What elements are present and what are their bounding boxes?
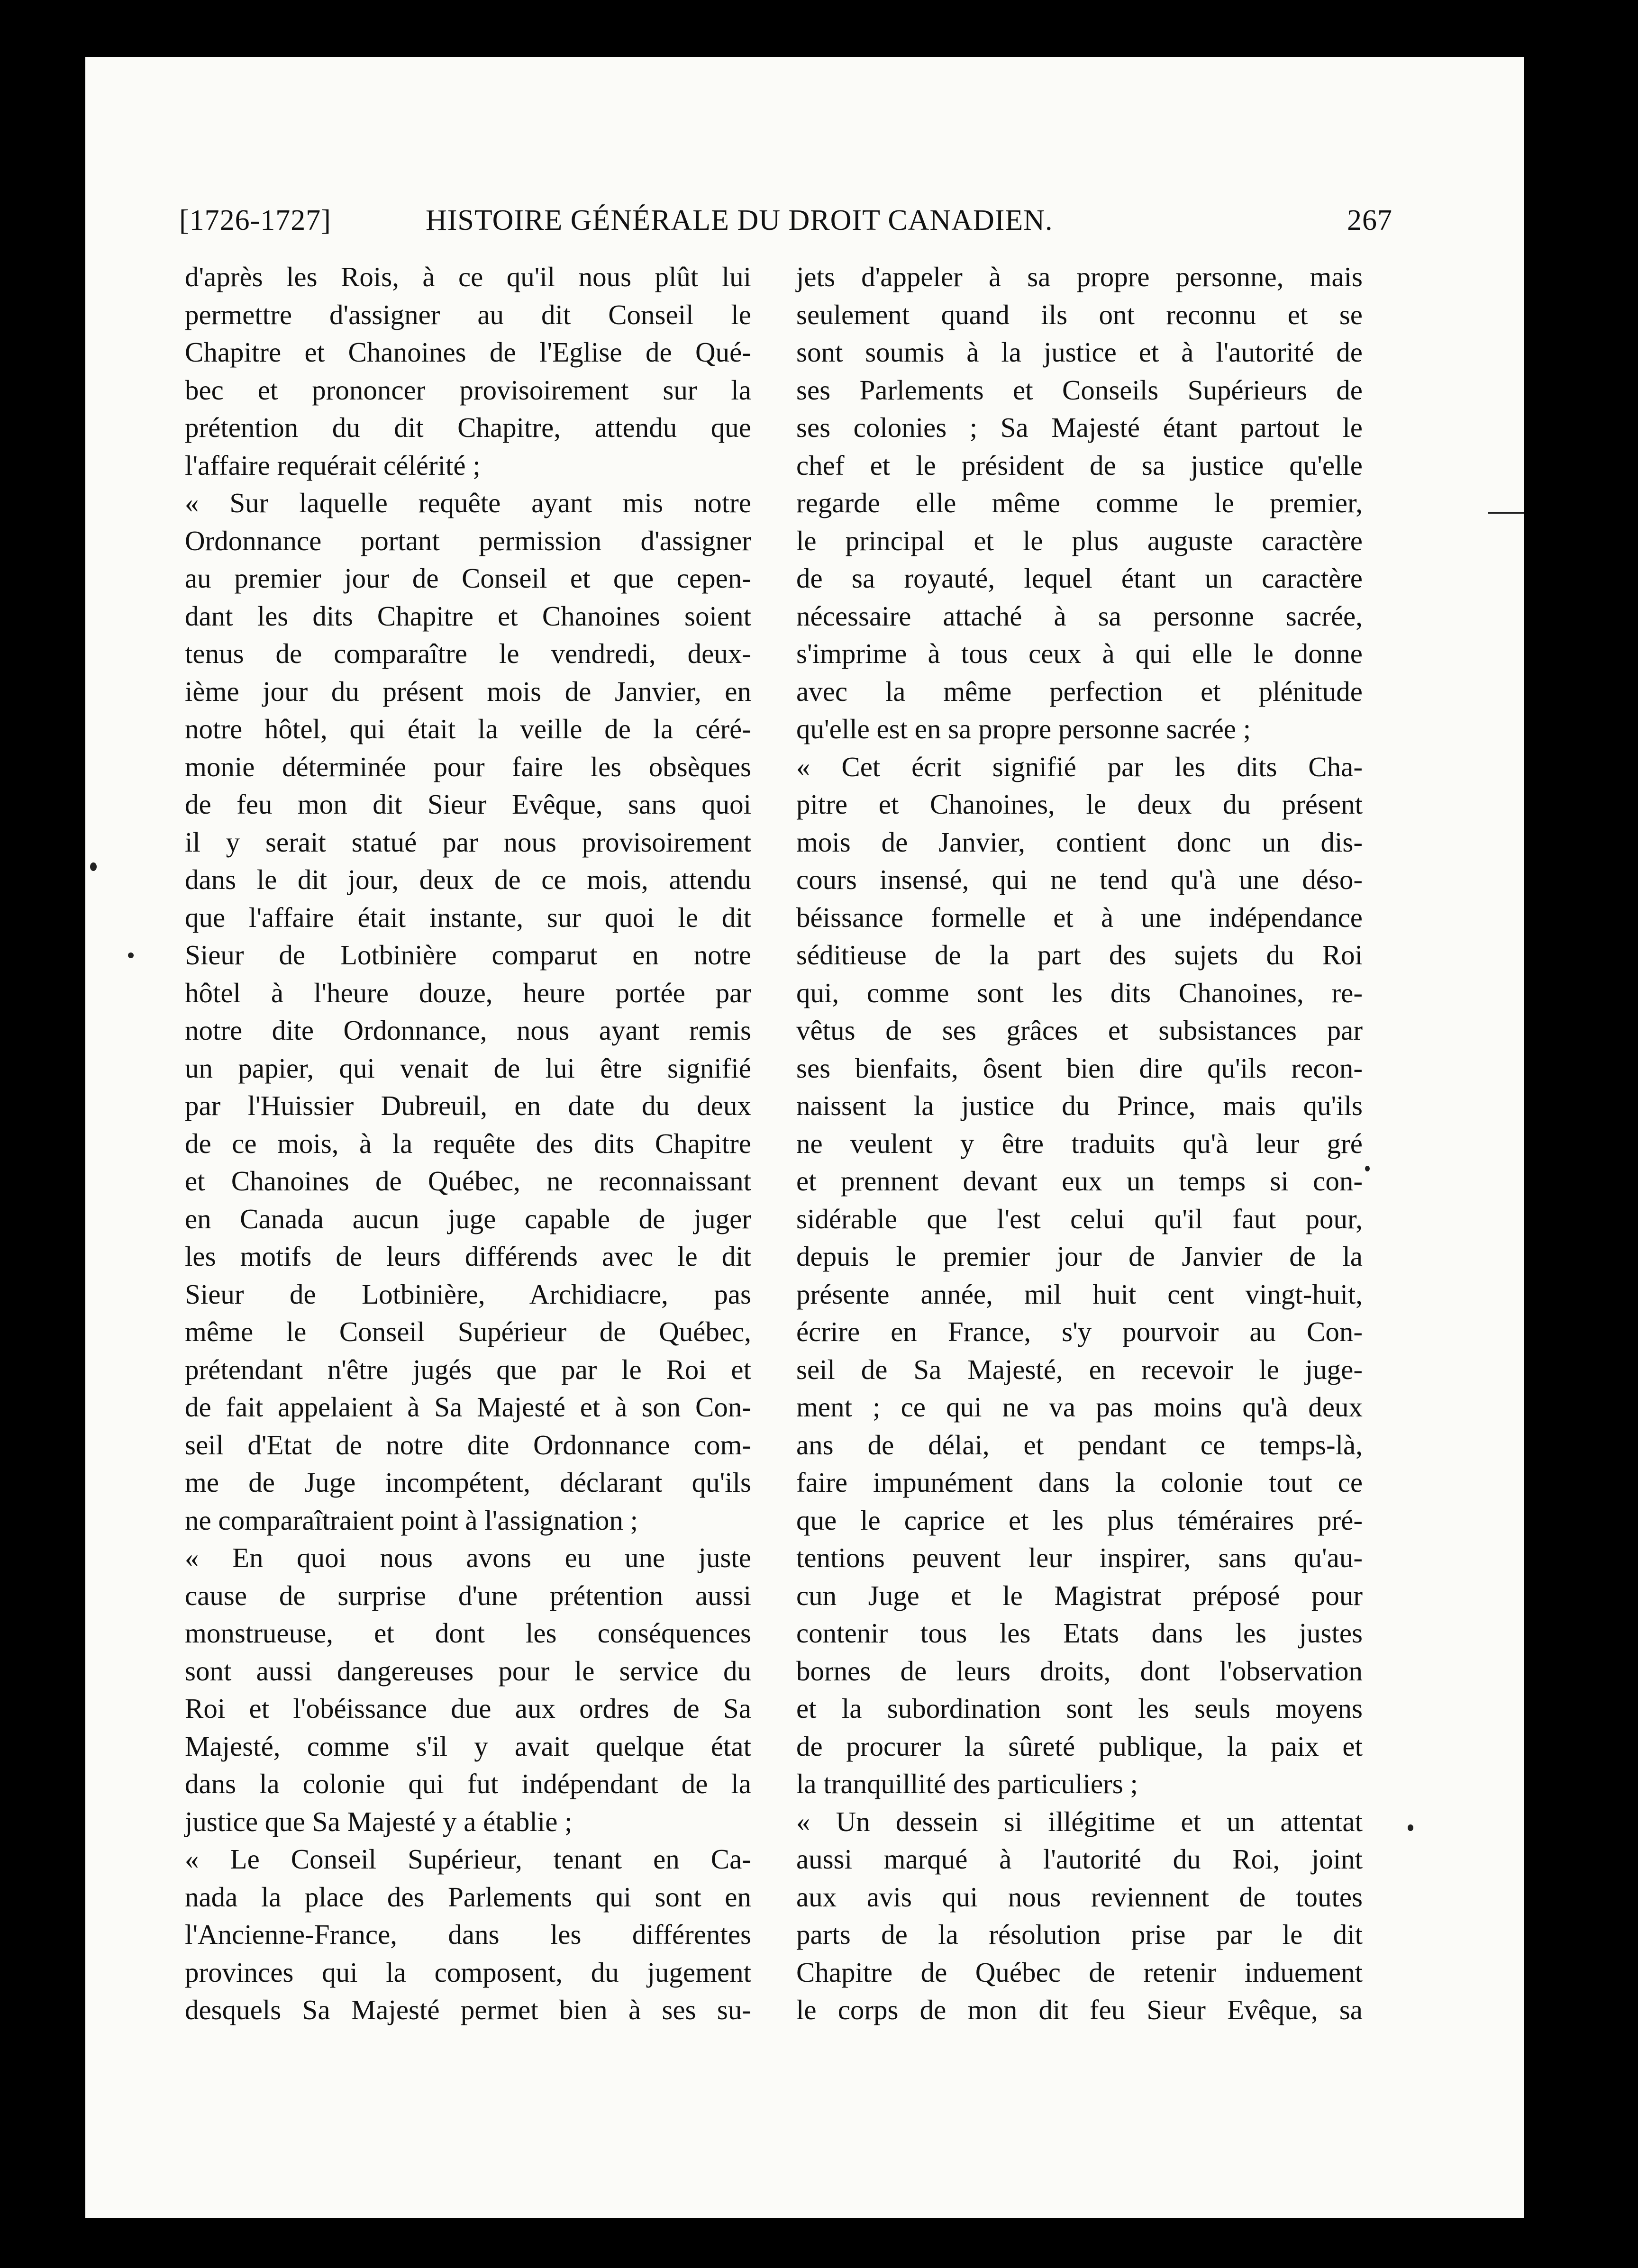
ink-speck	[1408, 1824, 1413, 1831]
text-line: et prennent devant eux un temps si con-	[796, 1165, 1363, 1197]
text-line: hôtel à l'heure douze, heure portée par	[185, 977, 751, 1008]
text-line: justice que Sa Majesté y a établie ;	[185, 1805, 573, 1837]
text-line: « Cet écrit signifié par les dits Cha-	[796, 751, 1363, 782]
text-line: par l'Huissier Dubreuil, en date du deux	[185, 1090, 751, 1121]
header-title: HISTOIRE GÉNÉRALE DU DROIT CANADIEN.	[426, 204, 1053, 236]
text-line: notre dite Ordonnance, nous ayant remis	[185, 1015, 751, 1046]
text-line: le corps de mon dit feu Sieur Evêque, sa	[796, 1994, 1363, 2025]
text-line: ses colonies ; Sa Majesté étant partout le	[796, 412, 1363, 443]
text-line: tenus de comparaître le vendredi, deux-	[185, 638, 751, 669]
text-line: dans le dit jour, deux de ce mois, attendu	[185, 864, 751, 895]
text-line: cun Juge et le Magistrat préposé pour	[796, 1579, 1363, 1611]
text-line: ne comparaîtraient point à l'assignation ;	[185, 1504, 638, 1536]
text-line: la tranquillité des particuliers ;	[796, 1768, 1138, 1799]
text-line: de procurer la sûreté publique, la paix et	[796, 1730, 1363, 1762]
text-line: mois de Janvier, contient donc un dis-	[796, 826, 1363, 858]
text-line: nada la place des Parlements qui sont en	[185, 1881, 751, 1913]
ink-speck	[90, 862, 97, 871]
text-line: ses bienfaits, ôsent bien dire qu'ils recon-	[796, 1052, 1363, 1084]
text-line: béissance formelle et à une indépendance	[796, 901, 1363, 933]
text-line: ses Parlements et Conseils Supérieurs de	[796, 374, 1363, 406]
text-line: « Un dessein si illégitime et un attentat	[796, 1805, 1363, 1837]
text-line: tentions peuvent leur inspirer, sans qu'au-	[796, 1542, 1363, 1573]
text-line: de fait appelaient à Sa Majesté et à son Con-	[185, 1391, 751, 1423]
text-line: dans la colonie qui fut indépendant de la	[185, 1768, 751, 1799]
text-line: vêtus de ses grâces et subsistances par	[796, 1015, 1363, 1046]
text-line: faire impunément dans la colonie tout ce	[796, 1467, 1363, 1498]
text-line: seil de Sa Majesté, en recevoir le juge-	[796, 1353, 1363, 1385]
text-line: prétention du dit Chapitre, attendu que	[185, 412, 751, 443]
text-line: chef et le président de sa justice qu'elle	[796, 449, 1363, 481]
text-line: sidérable que l'est celui qu'il faut pour,	[796, 1203, 1363, 1234]
text-line: ne veulent y être traduits qu'à leur gré	[796, 1127, 1363, 1159]
text-line: en Canada aucun juge capable de juger	[185, 1203, 751, 1234]
text-line: depuis le premier jour de Janvier de la	[796, 1241, 1363, 1272]
text-line: « Sur laquelle requête ayant mis notre	[185, 487, 751, 518]
text-line: jets d'appeler à sa propre personne, mais	[796, 261, 1363, 292]
text-line: et Chanoines de Québec, ne reconnaissant	[185, 1165, 751, 1197]
text-line: Chapitre de Québec de retenir induement	[796, 1956, 1363, 1988]
text-line: il y serait statué par nous provisoirement	[185, 826, 751, 858]
text-line: sont aussi dangereuses pour le service du	[185, 1655, 751, 1687]
text-line: bec et prononcer provisoirement sur la	[185, 374, 751, 406]
text-line: le principal et le plus auguste caractère	[796, 525, 1363, 556]
text-line: cause de surprise d'une prétention aussi	[185, 1579, 751, 1611]
text-line: pitre et Chanoines, le deux du présent	[796, 789, 1363, 820]
text-line: nécessaire attaché à sa personne sacrée,	[796, 600, 1363, 632]
text-line: ième jour du présent mois de Janvier, en	[185, 675, 751, 707]
text-line: Majesté, comme s'il y avait quelque état	[185, 1730, 751, 1762]
text-line: notre hôtel, qui était la veille de la céré-	[185, 713, 751, 744]
text-line: même le Conseil Supérieur de Québec,	[185, 1316, 751, 1347]
text-line: Chapitre et Chanoines de l'Eglise de Qué-	[185, 336, 751, 368]
text-line: Roi et l'obéissance due aux ordres de Sa	[185, 1693, 751, 1724]
ink-speck	[128, 953, 134, 958]
running-header	[179, 194, 1392, 246]
text-line: d'après les Rois, à ce qu'il nous plût lui	[185, 261, 751, 292]
text-line: naissent la justice du Prince, mais qu'ils	[796, 1090, 1363, 1121]
text-line: seulement quand ils ont reconnu et se	[796, 299, 1363, 330]
text-line: permettre d'assigner au dit Conseil le	[185, 299, 751, 330]
text-line: sont soumis à la justice et à l'autorité de	[796, 336, 1363, 368]
ink-speck	[1365, 1166, 1370, 1171]
text-line: monstrueuse, et dont les conséquences	[185, 1617, 751, 1649]
text-line: parts de la résolution prise par le dit	[796, 1919, 1363, 1950]
text-line: présente année, mil huit cent vingt-huit,	[796, 1278, 1363, 1310]
text-line: aux avis qui nous reviennent de toutes	[796, 1881, 1363, 1913]
text-line: desquels Sa Majesté permet bien à ses su-	[185, 1994, 751, 2025]
text-line: au premier jour de Conseil et que cepen-	[185, 562, 751, 594]
text-line: provinces qui la composent, du jugement	[185, 1956, 751, 1988]
text-line: seil d'Etat de notre dite Ordonnance com-	[185, 1429, 751, 1461]
text-line: écrire en France, s'y pourvoir au Con-	[796, 1316, 1363, 1347]
text-line: qui, comme sont les dits Chanoines, re-	[796, 977, 1363, 1008]
text-line: de sa royauté, lequel étant un caractère	[796, 562, 1363, 594]
text-line: que l'affaire était instante, sur quoi le dit	[185, 901, 751, 933]
text-line: ment ; ce qui ne va pas moins qu'à deux	[796, 1391, 1363, 1423]
text-line: l'Ancienne-France, dans les différentes	[185, 1919, 751, 1950]
page-number: 267	[1347, 204, 1392, 236]
text-line: regarde elle même comme le premier,	[796, 487, 1363, 518]
text-line: avec la même perfection et plénitude	[796, 675, 1363, 707]
text-line: l'affaire requérait célérité ;	[185, 449, 481, 481]
text-line: contenir tous les Etats dans les justes	[796, 1617, 1363, 1649]
text-line: Sieur de Lotbinière, Archidiacre, pas	[185, 1278, 751, 1310]
text-line: que le caprice et les plus téméraires pré-	[796, 1504, 1363, 1536]
text-line: dant les dits Chapitre et Chanoines soient	[185, 600, 751, 632]
text-line: cours insensé, qui ne tend qu'à une déso-	[796, 864, 1363, 895]
margin-rule	[1488, 512, 1524, 514]
text-line: « Le Conseil Supérieur, tenant en Ca-	[185, 1843, 751, 1875]
text-line: monie déterminée pour faire les obsèques	[185, 751, 751, 782]
text-line: et la subordination sont les seuls moyens	[796, 1693, 1363, 1724]
text-line: Sieur de Lotbinière comparut en notre	[185, 939, 751, 971]
right-column	[796, 258, 1363, 2029]
text-line: aussi marqué à l'autorité du Roi, joint	[796, 1843, 1363, 1875]
text-line: qu'elle est en sa propre personne sacrée ;	[796, 713, 1251, 744]
left-column	[185, 258, 751, 2029]
text-line: les motifs de leurs différends avec le dit	[185, 1241, 751, 1272]
header-years: [1726-1727]	[179, 204, 331, 236]
text-line: me de Juge incompétent, déclarant qu'ils	[185, 1467, 751, 1498]
text-line: prétendant n'être jugés que par le Roi et	[185, 1353, 751, 1385]
text-line: bornes de leurs droits, dont l'observation	[796, 1655, 1363, 1687]
text-line: ans de délai, et pendant ce temps-là,	[796, 1429, 1363, 1461]
text-line: s'imprime à tous ceux à qui elle le donne	[796, 638, 1363, 669]
text-line: Ordonnance portant permission d'assigner	[185, 525, 751, 556]
text-line: séditieuse de la part des sujets du Roi	[796, 939, 1363, 971]
text-line: un papier, qui venait de lui être signifié	[185, 1052, 751, 1084]
text-line: de ce mois, à la requête des dits Chapitre	[185, 1127, 751, 1159]
text-line: de feu mon dit Sieur Evêque, sans quoi	[185, 789, 751, 820]
text-line: « En quoi nous avons eu une juste	[185, 1542, 751, 1573]
